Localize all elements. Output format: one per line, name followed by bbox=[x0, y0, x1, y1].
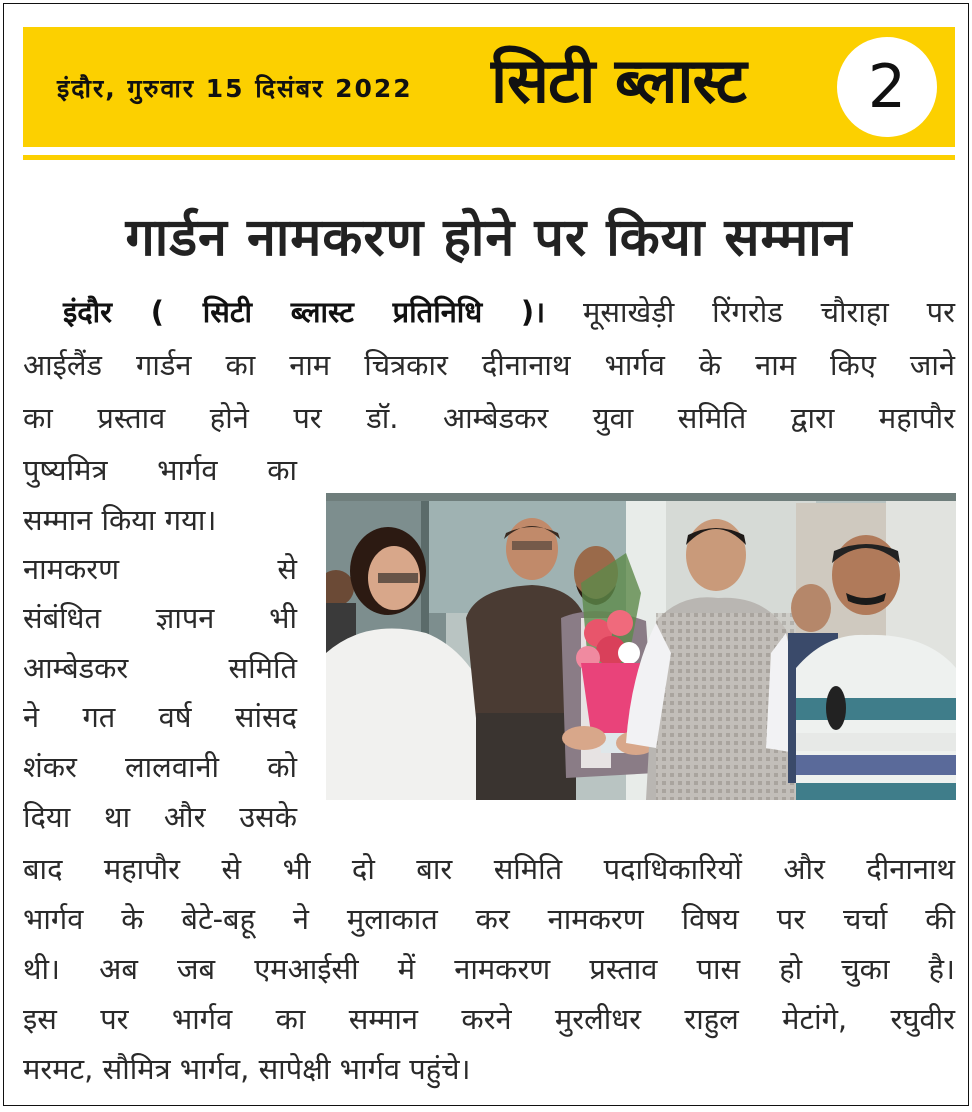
article-line-16: मरमट, सौमित्र भार्गव, सापेक्षी भार्गव पहुंचे। bbox=[23, 1052, 471, 1086]
article-line-13: भार्गव के बेटे-बहू ने मुलाकात कर नामकरण विषय पर चर्चा की bbox=[23, 902, 955, 936]
newspaper-brand: सिटी ब्लास्ट bbox=[491, 44, 746, 117]
issue-date: इंदौर, गुरुवार 15 दिसंबर 2022 bbox=[57, 74, 413, 103]
photo-illustration bbox=[326, 493, 956, 800]
article-line-12: बाद महापौर से भी दो बार समिति पदाधिकारियों और दीनानाथ bbox=[23, 852, 955, 886]
article-line-3: का प्रस्ताव होने पर डॉ. आम्बेडकर युवा समिति द्वारा महापौर bbox=[23, 401, 955, 435]
article-line-2: आईलैंड गार्डन का नाम चित्रकार दीनानाथ भार्गव के नाम किए जाने bbox=[23, 348, 955, 382]
article-line-8: आम्बेडकर समिति bbox=[23, 651, 297, 685]
article-dateline: इंदौर ( सिटी ब्लास्ट प्रतिनिधि )। bbox=[63, 295, 546, 329]
article-headline: गार्डन नामकरण होने पर किया सम्मान bbox=[125, 208, 853, 268]
article-line-6: नामकरण से bbox=[23, 552, 297, 586]
article-line-15: इस पर भार्गव का सम्मान करने मुरलीधर राहुल मेटांगे, रघुवीर bbox=[23, 1002, 955, 1036]
masthead bbox=[23, 27, 955, 147]
article-line-14: थी। अब जब एमआईसी में नामकरण प्रस्ताव पास हो चुका है। bbox=[23, 952, 955, 986]
article-line-5: सम्मान किया गया। bbox=[23, 503, 217, 537]
article-line-4: पुष्यमित्र भार्गव का bbox=[23, 453, 297, 487]
page-number-badge: 2 bbox=[837, 37, 937, 137]
article-line-7: संबंधित ज्ञापन भी bbox=[23, 601, 297, 635]
group-felicitation-photo bbox=[326, 493, 956, 800]
newspaper-page bbox=[3, 3, 969, 1106]
article-line-1: इंदौर ( सिटी ब्लास्ट प्रतिनिधि )। मूसाखेड़ी रिंगरोड चौराहा पर bbox=[63, 295, 956, 329]
article-line-10: शंकर लालवानी को bbox=[23, 750, 297, 784]
masthead-rule bbox=[23, 155, 955, 160]
article-line-9: ने गत वर्ष सांसद bbox=[23, 700, 297, 734]
article-line-11: दिया था और उसके bbox=[23, 800, 297, 834]
